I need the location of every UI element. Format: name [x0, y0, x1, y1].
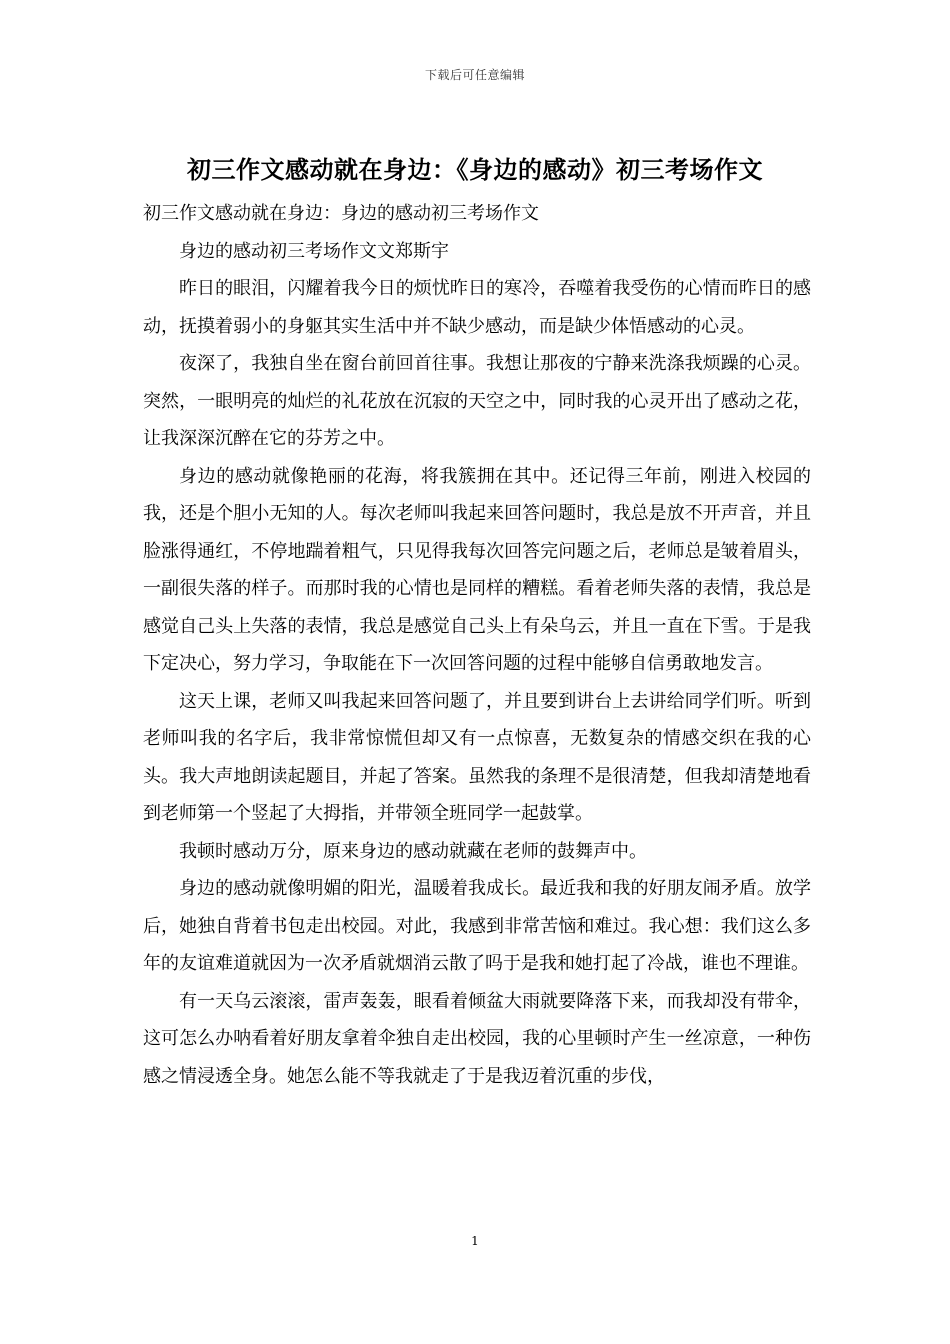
paragraph: 我顿时感动万分，原来身边的感动就藏在老师的鼓舞声中。 — [179, 840, 647, 862]
paragraph: 身边的感动就像明媚的阳光，温暖着我成长。最近我和我的好朋友闹矛盾。放学后，她独自背着书包走出校园。对此，我感到非常苦恼和难过。我心想：我们这么多年的友谊难道就因为一次矛盾就烟消云散了吗于是我和她打起了冷战，谁也不理谁。 — [143, 878, 811, 974]
paragraph-subtitle: 初三作文感动就在身边：身边的感动初三考场作文 — [143, 203, 539, 224]
page-number: 1 — [471, 1234, 479, 1248]
paragraph: 这天上课，老师又叫我起来回答问题了，并且要到讲台上去讲给同学们听。听到老师叫我的名字后，我非常惊慌但却又有一点惊喜，无数复杂的情感交织在我的心头。我大声地朗读起题目，并起了答案。虽然我的条理不是很清楚，但我却清楚地看到老师第一个竖起了大拇指，并带领全班同学一起鼓掌。 — [143, 690, 811, 824]
paragraph: 昨日的眼泪，闪耀着我今日的烦忧昨日的寒冷，吞噬着我受伤的心情而昨日的感动，抚摸着弱小的身躯其实生活中并不缺少感动，而是缺少体悟感动的心灵。 — [143, 278, 811, 337]
paragraph-author: 身边的感动初三考场作文文郑斯宇 — [179, 240, 449, 262]
paragraph: 夜深了，我独自坐在窗台前回首往事。我想让那夜的宁静来洗涤我烦躁的心灵。突然，一眼明亮的灿烂的礼花放在沉寂的天空之中，同时我的心灵开出了感动之花，让我深深沉醉在它的芬芳之中。 — [143, 353, 811, 449]
document-title: 初三作文感动就在身边：《身边的感动》初三考场作文 — [187, 155, 763, 184]
paragraph: 身边的感动就像艳丽的花海，将我簇拥在其中。还记得三年前，刚进入校园的我，还是个胆小无知的人。每次老师叫我起来回答问题时，我总是放不开声音，并且脸涨得通红，不停地踹着粗气，只见得我每次回答完问题之后，老师总是皱着眉头，一副很失落的样子。而那时我的心情也是同样的糟糕。看着老师失落的表情，我总是感觉自己头上失落的表情，我总是感觉自己头上有朵乌云，并且一直在下雪。于是我下定决心，努力学习，争取能在下一次回答问题的过程中能够自信勇敢地发言。 — [143, 465, 811, 674]
header-note: 下载后可任意编辑 — [424, 68, 525, 82]
paragraph: 有一天乌云滚滚，雷声轰轰，眼看着倾盆大雨就要降落下来，而我却没有带伞，这可怎么办呐看着好朋友拿着伞独自走出校园，我的心里顿时产生一丝凉意，一种伤感之情浸透全身。她怎么能不等我就走了于是我迈着沉重的步伐， — [143, 990, 811, 1087]
document-body — [143, 195, 811, 1095]
